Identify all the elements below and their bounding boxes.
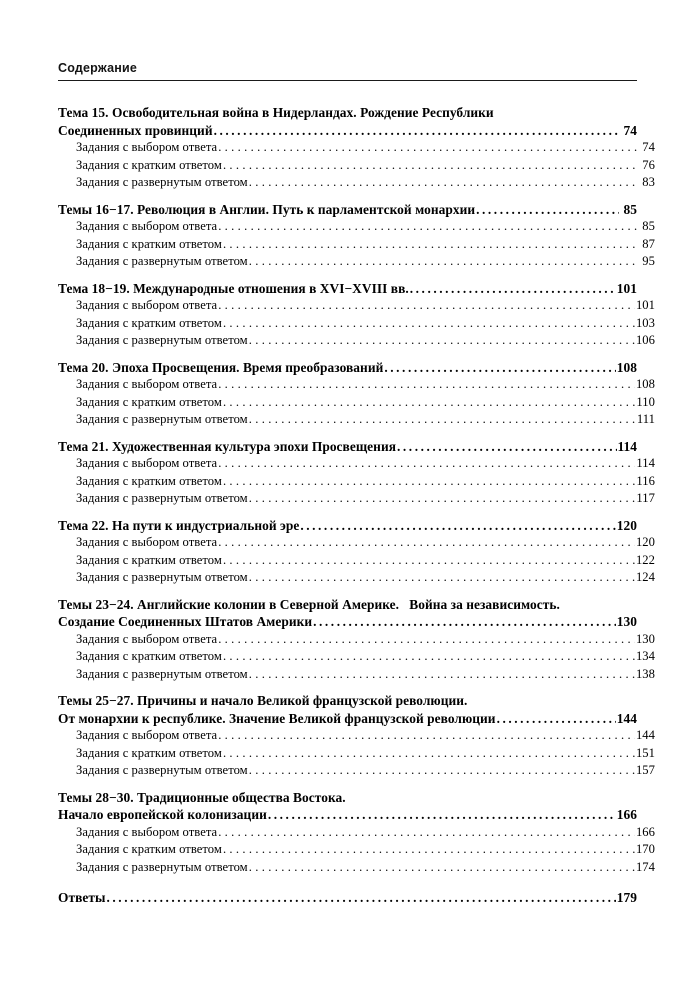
section-title-line: Тема 21. Художественная культура эпохи Просвещения (58, 438, 397, 454)
dot-leader (249, 569, 635, 587)
dot-leader (249, 762, 635, 780)
dot-leader (223, 648, 635, 666)
toc-entry-main[interactable] (58, 201, 637, 219)
dot-leader (218, 139, 638, 157)
subentry-label: Задания с выбором ответа (76, 535, 218, 549)
subentry-label: Задания с кратким ответом (76, 552, 222, 567)
dot-leader (249, 174, 638, 192)
toc-section (58, 517, 655, 587)
subentry-page-number: 106 (635, 333, 655, 347)
subentry-label: Задания с кратким ответом (76, 394, 222, 409)
subentry-label: Задания с развернутым ответом (76, 175, 248, 189)
toc-entry-sub[interactable] (58, 455, 655, 473)
dot-leader (218, 455, 635, 473)
section-page-number: 108 (616, 359, 637, 375)
toc-entry-sub[interactable] (58, 745, 655, 763)
section-page-number: 120 (616, 517, 637, 533)
section-title-line: Соединенных провинций (58, 122, 213, 138)
toc-entry-sub[interactable] (58, 394, 655, 412)
dot-leader (249, 332, 635, 350)
subentry-label: Задания с развернутым ответом (76, 859, 248, 874)
toc-entry-sub[interactable] (58, 174, 655, 192)
toc-entry-sub[interactable] (58, 332, 655, 350)
subentry-page-number: 122 (635, 552, 655, 567)
subentry-group (58, 631, 655, 684)
dot-leader (223, 841, 635, 859)
dot-leader (249, 253, 638, 271)
dot-leader (214, 122, 620, 140)
subentry-page-number: 138 (635, 666, 655, 681)
section-title-line: Тема 15. Освободительная война в Нидерландах. Рождение Республики (58, 105, 494, 120)
toc-entry-sub[interactable] (58, 376, 655, 394)
subentry-group (58, 534, 655, 587)
toc-section (58, 692, 655, 780)
dot-leader (223, 552, 635, 570)
subentry-label: Задания с выбором ответа (76, 219, 218, 233)
subentry-page-number: 114 (636, 456, 655, 470)
table-of-contents (58, 104, 655, 907)
subentry-label: Задания с кратким ответом (76, 745, 222, 760)
dot-leader (397, 438, 616, 456)
subentry-page-number: 170 (635, 842, 655, 856)
toc-entry-sub[interactable] (58, 236, 655, 254)
toc-entry-main[interactable] (58, 438, 637, 456)
running-header (58, 62, 637, 81)
subentry-group (58, 218, 655, 271)
toc-entry-main[interactable] (58, 710, 637, 728)
subentry-page-number: 76 (639, 157, 655, 172)
toc-entry-sub[interactable] (58, 157, 655, 175)
section-title-line: Темы 25−27. Причины и начало Великой французской революции. (58, 693, 468, 708)
subentry-label: Задания с развернутым ответом (76, 666, 248, 681)
dot-leader (497, 710, 616, 728)
section-page-number: 101 (616, 280, 637, 296)
section-title-line: Темы 16−17. Революция в Англии. Путь к парламентской монархии (58, 201, 476, 217)
toc-section (58, 438, 655, 508)
dot-leader (384, 359, 615, 377)
subentry-label: Задания с развернутым ответом (76, 333, 248, 347)
toc-entry-sub[interactable] (58, 552, 655, 570)
subentry-label: Задания с выбором ответа (76, 377, 218, 391)
toc-entry-main[interactable] (58, 517, 637, 535)
toc-entry-sub[interactable] (58, 473, 655, 491)
section-title-line: Начало европейской колонизации (58, 807, 267, 822)
subentry-page-number: 157 (635, 763, 655, 777)
subentry-page-number: 95 (639, 254, 655, 268)
dot-leader (107, 889, 616, 907)
page-title: Содержание (58, 61, 138, 75)
toc-entry-sub[interactable] (58, 824, 655, 842)
section-title-line: Тема 20. Эпоха Просвещения. Время преобразований (58, 359, 384, 375)
subentry-page-number: 103 (635, 315, 655, 330)
dot-leader (300, 517, 615, 535)
toc-entry-main[interactable] (58, 280, 637, 298)
toc-section (58, 596, 655, 684)
toc-entry-sub[interactable] (58, 859, 655, 877)
section-title-line: Тема 22. На пути к индустриальной эре (58, 517, 300, 533)
subentry-label: Задания с кратким ответом (76, 473, 222, 488)
toc-entry-main[interactable] (58, 359, 637, 377)
subentry-label: Задания с развернутым ответом (76, 570, 248, 584)
dot-leader (218, 534, 635, 552)
toc-entry-main[interactable] (58, 806, 637, 824)
subentry-label: Задания с развернутым ответом (76, 254, 248, 268)
section-title-line: Создание Соединенных Штатов Америки (58, 614, 313, 629)
toc-entry-sub[interactable] (58, 490, 655, 508)
subentry-page-number: 124 (635, 570, 655, 584)
dot-leader (223, 236, 638, 254)
subentry-label: Задания с кратким ответом (76, 842, 222, 856)
toc-entry-sub[interactable] (58, 569, 655, 587)
dot-leader (218, 376, 635, 394)
section-page-number: 166 (616, 807, 637, 822)
section-title-line: Тема 18−19. Международные отношения в XVI−XVIII вв. (58, 280, 409, 296)
subentry-label: Задания с развернутым ответом (76, 763, 248, 777)
dot-leader (223, 745, 635, 763)
answers-page-number: 179 (616, 890, 637, 905)
section-title-line: От монархии к республике. Значение Великой французской революции (58, 710, 496, 726)
subentry-page-number: 101 (635, 298, 655, 312)
dot-leader (249, 490, 636, 508)
subentry-label: Задания с кратким ответом (76, 157, 222, 172)
toc-entry-sub[interactable] (58, 762, 655, 780)
dot-leader (218, 631, 635, 649)
subentry-label: Задания с кратким ответом (76, 649, 222, 663)
section-page-number: 130 (616, 614, 637, 629)
toc-entry-main[interactable] (58, 122, 637, 140)
toc-entry-sub[interactable] (58, 411, 655, 429)
toc-entry-sub[interactable] (58, 253, 655, 271)
toc-section (58, 104, 655, 192)
toc-section (58, 280, 655, 350)
answers-label: Ответы (58, 890, 106, 905)
toc-entry-main[interactable] (58, 613, 637, 631)
subentry-page-number: 111 (636, 412, 655, 426)
toc-entry-sub[interactable] (58, 139, 655, 157)
toc-entry-sub[interactable] (58, 841, 655, 859)
dot-leader (410, 280, 616, 298)
dot-leader (223, 157, 638, 175)
dot-leader (249, 859, 635, 877)
subentry-label: Задания с выбором ответа (76, 728, 218, 742)
dot-leader (268, 806, 616, 824)
subentry-group (58, 139, 655, 192)
section-page-number: 114 (617, 438, 637, 454)
subentry-page-number: 151 (635, 745, 655, 760)
toc-entry-sub[interactable] (58, 315, 655, 333)
subentry-label: Задания с выбором ответа (76, 456, 218, 470)
header-divider (58, 80, 637, 81)
subentry-group (58, 455, 655, 508)
subentry-page-number: 87 (639, 236, 655, 251)
subentry-page-number: 130 (635, 631, 655, 646)
subentry-page-number: 108 (635, 377, 655, 391)
dot-leader (218, 727, 635, 745)
subentry-label: Задания с выбором ответа (76, 824, 218, 839)
subentry-label: Задания с выбором ответа (76, 140, 218, 154)
subentry-label: Задания с кратким ответом (76, 236, 222, 251)
section-page-number: 85 (620, 201, 637, 217)
subentry-label: Задания с развернутым ответом (76, 412, 248, 426)
toc-entry-sub[interactable] (58, 534, 655, 552)
subentry-page-number: 120 (635, 535, 655, 549)
toc-entry-sub[interactable] (58, 648, 655, 666)
section-title-line: Темы 28−30. Традиционные общества Востока. (58, 789, 346, 805)
subentry-page-number: 83 (639, 175, 655, 189)
dot-leader (223, 394, 635, 412)
dot-leader (249, 411, 636, 429)
toc-entry-sub[interactable] (58, 297, 655, 315)
subentry-page-number: 110 (636, 394, 655, 409)
subentry-group (58, 376, 655, 429)
dot-leader (476, 201, 619, 219)
section-page-number: 144 (616, 710, 637, 726)
subentry-label: Задания с выбором ответа (76, 298, 218, 312)
subentry-group (58, 824, 655, 877)
toc-section (58, 359, 655, 429)
dot-leader (223, 315, 635, 333)
subentry-group (58, 727, 655, 780)
subentry-page-number: 116 (636, 473, 655, 488)
subentry-page-number: 74 (639, 140, 655, 154)
toc-section (58, 201, 655, 271)
toc-entry-answers[interactable] (58, 889, 637, 907)
subentry-page-number: 144 (635, 728, 655, 742)
subentry-page-number: 166 (635, 824, 655, 839)
dot-leader (218, 824, 635, 842)
subentry-page-number: 174 (635, 859, 655, 874)
section-title-line: Темы 23−24. Английские колонии в Северной Америке. Война за независимость. (58, 596, 560, 612)
dot-leader (223, 473, 635, 491)
subentry-label: Задания с выбором ответа (76, 631, 218, 646)
subentry-group (58, 297, 655, 350)
toc-entry-sub[interactable] (58, 631, 655, 649)
section-page-number: 74 (620, 122, 637, 138)
subentry-page-number: 134 (635, 649, 655, 663)
dot-leader (249, 666, 635, 684)
toc-entry-sub[interactable] (58, 727, 655, 745)
subentry-page-number: 117 (636, 491, 655, 505)
subentry-label: Задания с кратким ответом (76, 315, 222, 330)
toc-entry-sub[interactable] (58, 666, 655, 684)
dot-leader (218, 218, 638, 236)
subentry-page-number: 85 (639, 219, 655, 233)
subentry-label: Задания с развернутым ответом (76, 491, 248, 505)
toc-section (58, 789, 655, 877)
toc-entry-sub[interactable] (58, 218, 655, 236)
dot-leader (218, 297, 635, 315)
dot-leader (313, 613, 616, 631)
